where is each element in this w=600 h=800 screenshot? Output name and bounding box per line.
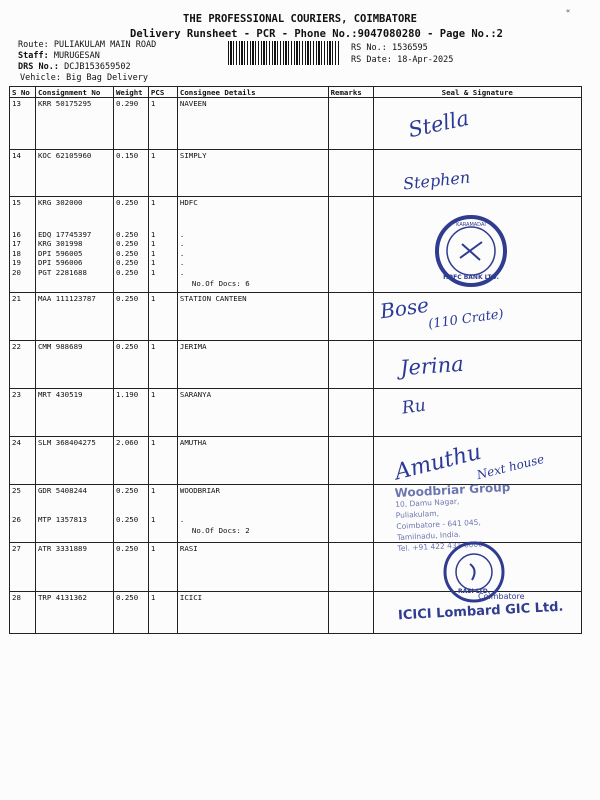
table-row: 15 16 17 18 19 20 KRG 302000 EDQ 17745397 KRG 301998 DPI 596005 DPI 596006 PGT 2281688 0.250 0.250 0.250 0.250 0.250 0.250 1 1 1 1 1 1 HDFC . . . . . No.Of Docs: 6 [10, 197, 582, 293]
col-seal-signature: Seal & Signature [373, 87, 581, 98]
remarks-cell [328, 592, 373, 634]
col-consignment: Consignment No [35, 87, 113, 98]
signature-stephen: Stephen [402, 167, 471, 194]
drs-line: DRS No.: DCJB153659502 [18, 62, 131, 72]
icici-lombard-stamp: ICICI Lombard GIC Ltd. [397, 599, 564, 624]
icici-city-stamp: Coimbatore [478, 592, 525, 601]
remarks-cell [328, 293, 373, 341]
signature-jerina: Jerina [399, 351, 465, 381]
hdfc-stamp-branch: KARAMADAI [456, 222, 486, 228]
table-row: 13 KRR 50175295 0.290 1 NAVEEN [10, 98, 582, 150]
signature-next-house: Next house [475, 451, 546, 483]
rasi-stamp-text: RASI LTD. [457, 588, 491, 595]
col-consignee: Consignee Details [177, 87, 328, 98]
signature-stella: Stella [406, 105, 472, 143]
col-sno: S No [10, 87, 36, 98]
rs-date-value: 18-Apr-2025 [397, 55, 454, 65]
drs-value: DCJB153659502 [64, 62, 131, 72]
route-line: Route: PULIAKULAM MAIN ROAD [18, 40, 157, 50]
table-row: 24 SLM 368404275 2.060 1 AMUTHA [10, 437, 582, 485]
hdfc-bank-stamp [434, 214, 508, 288]
company-title: THE PROFESSIONAL COURIERS, COIMBATORE [183, 13, 417, 25]
signature-crate-note: (110 Crate) [427, 306, 505, 333]
remarks-cell [328, 197, 373, 293]
signature-amuthu: Amuthu [392, 439, 484, 486]
rs-no-line: RS No.: 1536595 [351, 43, 428, 53]
staff-value: MURUGESAN [53, 51, 100, 61]
remarks-cell [328, 543, 373, 592]
table-row: 23 MRT 430519 1.190 1 SARANYA [10, 389, 582, 437]
table-row: 21 MAA 111123787 0.250 1 STATION CANTEEN [10, 293, 582, 341]
table-row: 25 26 GDR 5408244 MTP 1357813 0.250 0.250 1 1 WOODBRIAR . No.Of Docs: 2 [10, 485, 582, 543]
signature-ru: Ru [400, 395, 428, 419]
table-row: 14 KOC 62105960 0.150 1 SIMPLY [10, 150, 582, 197]
staff-line: Staff: MURUGESAN [18, 51, 100, 61]
runsheet-subtitle: Delivery Runsheet - PCR - Phone No.:9047080280 - Page No.:2 [130, 28, 503, 40]
rs-date-line: RS Date: 18-Apr-2025 [351, 55, 454, 65]
woodbriar-stamp: Woodbriar Group 10, Damu Nagar, Puliakulam, Coimbatore - 641 045, Tamilnadu, India. Tel. +91 422 431 6000 [394, 480, 511, 553]
col-weight: Weight [113, 87, 148, 98]
remarks-cell [328, 150, 373, 197]
remarks-cell [328, 437, 373, 485]
barcode [228, 41, 340, 65]
col-remarks: Remarks [328, 87, 373, 98]
vehicle-value: Big Bag Delivery [66, 73, 148, 83]
corner-mark: « [566, 7, 571, 15]
hdfc-stamp-text: HDFC BANK LTD. [443, 274, 499, 281]
table-row: 22 CMM 988689 0.250 1 JERIMA [10, 341, 582, 389]
signature-cell [373, 98, 581, 150]
remarks-cell [328, 98, 373, 150]
table-row: 28 TRP 4131362 0.250 1 ICICI [10, 592, 582, 634]
rs-no-value: 1536595 [391, 43, 428, 53]
route-value: PULIAKULAM MAIN ROAD [53, 40, 157, 50]
vehicle-line: Vehicle: Big Bag Delivery [20, 73, 148, 83]
remarks-cell [328, 341, 373, 389]
table-header [10, 87, 582, 98]
docs-count: No.Of Docs: 6 [191, 279, 250, 288]
remarks-cell [328, 485, 373, 543]
col-pcs: PCS [148, 87, 177, 98]
table-row: 27 ATR 3331889 0.250 1 RASI [10, 543, 582, 592]
remarks-cell [328, 389, 373, 437]
docs-count: No.Of Docs: 2 [191, 526, 250, 535]
signature-bose: Bose [378, 292, 431, 324]
